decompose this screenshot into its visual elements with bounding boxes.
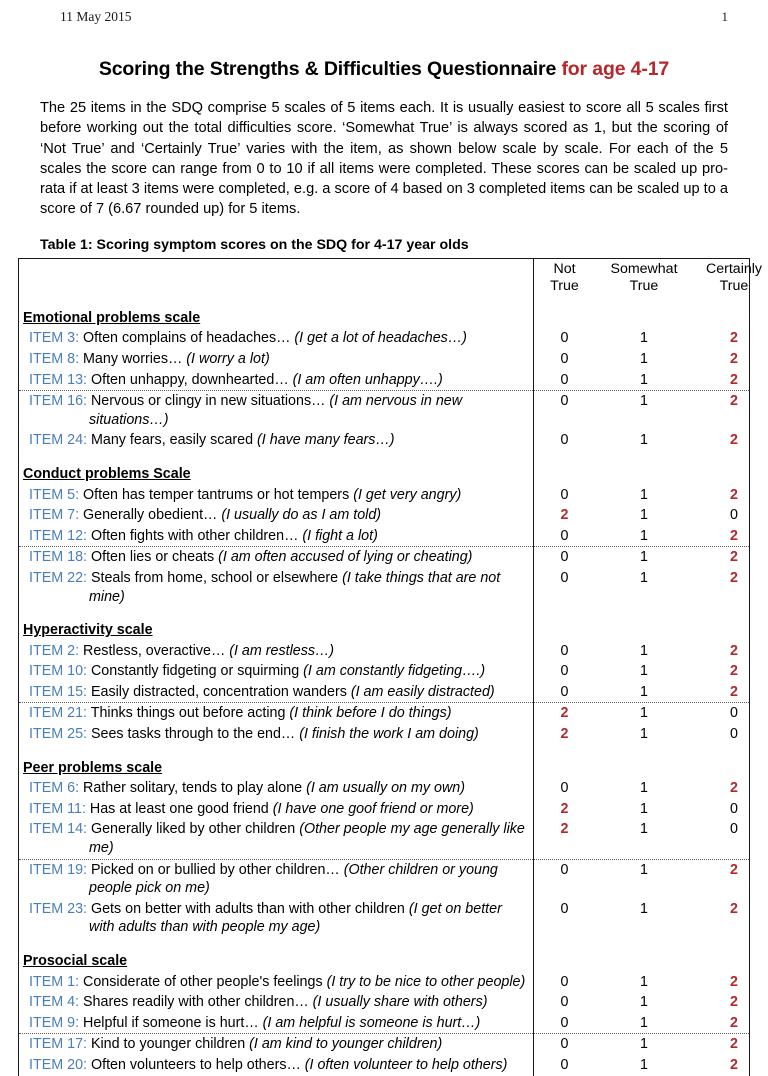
score-value: 0 — [560, 1036, 569, 1053]
table-row — [19, 972, 749, 993]
item-scores — [533, 547, 768, 567]
score-value: 1 — [640, 1056, 648, 1073]
table-row — [19, 430, 749, 451]
score-value: 2 — [560, 507, 569, 524]
item-self-report-text: (I try to be nice to other people) — [326, 973, 526, 990]
item-self-report-text: (I am helpful is someone is hurt…) — [262, 1014, 481, 1031]
item-text: Shares readily with other children… — [79, 994, 313, 1011]
item-text: Has at least one good friend — [85, 800, 273, 817]
item-self-report-text: (I am nervous in new situations…) — [89, 393, 463, 428]
item-self-report-text: (I am constantly fidgeting….) — [303, 663, 486, 680]
table-row — [19, 485, 749, 506]
item-number: ITEM 22: — [29, 569, 87, 586]
item-description — [19, 328, 533, 349]
scale-gap — [19, 451, 749, 458]
item-text: Many fears, easily scared — [87, 432, 258, 449]
score-value: 0 — [560, 973, 569, 990]
table-row — [19, 1013, 749, 1034]
table-row — [19, 641, 749, 662]
page-number: 1 — [721, 9, 728, 24]
item-description — [19, 682, 533, 703]
score-value: 2 — [730, 527, 738, 544]
score-value: 2 — [730, 973, 738, 990]
item-scores — [533, 799, 768, 819]
item-text: Easily distracted, concentration wanders — [87, 683, 351, 700]
title-main: Scoring the Strengths & Difficulties Questionnaire — [98, 58, 562, 80]
table-row — [19, 505, 749, 526]
item-text: Nervous or clingy in new situations… — [87, 393, 330, 410]
item-number: ITEM 6: — [29, 780, 80, 797]
item-description — [19, 641, 533, 662]
score-value: 0 — [730, 705, 738, 722]
item-description — [19, 1034, 533, 1055]
score-value: 2 — [730, 393, 738, 410]
score-value: 2 — [730, 900, 738, 917]
score-value: 1 — [640, 705, 648, 722]
column-header-line1: Not — [553, 260, 576, 277]
score-value: 1 — [640, 800, 648, 817]
score-value: 2 — [560, 800, 569, 817]
score-column-headers — [533, 259, 768, 302]
score-value: 1 — [640, 663, 648, 680]
score-value: 0 — [560, 432, 569, 449]
score-value: 2 — [560, 726, 569, 743]
item-description — [19, 992, 533, 1013]
scale-heading-row — [19, 302, 749, 329]
item-number: ITEM 14: — [29, 821, 87, 838]
item-text: Considerate of other people's feelings — [79, 973, 327, 990]
item-scores — [533, 860, 768, 880]
table-row — [19, 778, 749, 799]
table-caption: Table 1: Scoring symptom scores on the SDQ for 4-17 year olds — [40, 236, 469, 253]
item-self-report-text: (I get a lot of headaches…) — [294, 330, 467, 347]
score-value: 0 — [560, 330, 569, 347]
column-header-line2: True — [550, 278, 579, 295]
scale-heading-scores — [533, 945, 749, 972]
score-value: 0 — [560, 994, 569, 1011]
item-number: ITEM 19: — [29, 861, 87, 878]
item-self-report-text: (I am restless…) — [229, 642, 335, 659]
item-text: Generally obedient… — [79, 507, 222, 524]
item-self-report-text: (I think before I do things) — [289, 705, 452, 722]
item-scores — [533, 641, 768, 661]
score-value: 1 — [640, 821, 648, 838]
table-row — [19, 724, 749, 745]
score-value: 0 — [560, 371, 569, 388]
score-value: 1 — [640, 549, 648, 566]
column-header-somewhat-true — [596, 261, 692, 302]
item-description — [19, 799, 533, 820]
column-header-line1: Somewhat — [610, 260, 678, 277]
item-text: Thinks things out before acting — [87, 705, 290, 722]
score-value: 0 — [560, 780, 569, 797]
item-number: ITEM 7: — [29, 507, 80, 524]
score-value: 0 — [560, 486, 569, 503]
item-text: Restless, overactive… — [79, 642, 230, 659]
item-scores — [533, 349, 768, 369]
item-description — [19, 485, 533, 506]
score-value: 2 — [730, 330, 738, 347]
item-text: Helpful if someone is hurt… — [79, 1014, 263, 1031]
score-value: 0 — [560, 663, 569, 680]
table-row — [19, 992, 749, 1013]
scale-heading-row — [19, 752, 749, 779]
item-number: ITEM 17: — [29, 1036, 87, 1053]
item-scores — [533, 568, 768, 588]
item-description — [19, 860, 533, 899]
score-value: 1 — [640, 973, 648, 990]
table-row — [19, 702, 749, 724]
score-value: 2 — [730, 569, 738, 586]
item-description — [19, 391, 533, 430]
item-description — [19, 349, 533, 370]
score-value: 2 — [730, 1036, 738, 1053]
document-date: 11 May 2015 — [60, 9, 132, 24]
item-number: ITEM 10: — [29, 663, 87, 680]
table-row — [19, 819, 749, 858]
table-row — [19, 1055, 749, 1076]
score-value: 2 — [730, 371, 738, 388]
item-description — [19, 1055, 533, 1076]
item-description — [19, 972, 533, 993]
intro-paragraph: The 25 items in the SDQ comprise 5 scales of 5 items each. It is usually easiest to score all 5 scales first before working out the total difficulties score. ‘Somewhat True’ is always scored as 1, but the scoring of ‘Not True’ and ‘Certainly True’ varies with the item, as shown below scale by scale. For each of the 5 scales the score can range from 0 to 10 if all items were completed. These scores can be scaled up pro-rata if at least 3 items were completed, e.g. a score of 4 based on 3 completed items can be scaled up to a score of 7 (6.67 rounded up) for 5 items. — [40, 100, 728, 218]
scale-heading-row — [19, 458, 749, 485]
score-value: 1 — [640, 1014, 648, 1031]
item-number: ITEM 12: — [29, 527, 87, 544]
column-header-certainly-true — [692, 261, 768, 302]
item-scores — [533, 972, 768, 992]
item-description — [19, 430, 533, 451]
score-value: 1 — [640, 330, 648, 347]
page-title — [18, 58, 750, 81]
score-value: 2 — [730, 1056, 738, 1073]
item-description — [19, 724, 533, 745]
column-header-line2: True — [629, 278, 659, 295]
score-value: 1 — [640, 350, 648, 367]
item-number: ITEM 24: — [29, 432, 87, 449]
score-value: 1 — [640, 432, 648, 449]
score-value: 0 — [730, 726, 738, 743]
item-text: Often lies or cheats — [87, 549, 219, 566]
item-scores — [533, 899, 768, 919]
score-value: 0 — [560, 683, 569, 700]
score-value: 1 — [640, 780, 648, 797]
column-header-line1: Certainly — [706, 260, 762, 277]
item-description — [19, 568, 533, 607]
item-scores — [533, 819, 768, 839]
item-number: ITEM 20: — [29, 1056, 87, 1073]
score-value: 1 — [640, 683, 648, 700]
score-value: 0 — [730, 800, 738, 817]
score-value: 1 — [640, 994, 648, 1011]
item-text: Many worries… — [79, 350, 187, 367]
table-row — [19, 799, 749, 820]
item-text: Rather solitary, tends to play alone — [79, 780, 307, 797]
score-value: 0 — [560, 350, 569, 367]
item-self-report-text: (I usually share with others) — [312, 994, 488, 1011]
scale-heading-scores — [533, 614, 749, 641]
score-value: 1 — [640, 527, 648, 544]
scale-gap — [19, 745, 749, 752]
score-value: 1 — [640, 861, 648, 878]
title-accent: for age 4-17 — [561, 58, 670, 80]
item-description — [19, 703, 533, 724]
score-value: 2 — [730, 861, 738, 878]
table-body — [19, 302, 749, 1076]
score-value: 2 — [730, 994, 738, 1011]
item-scores — [533, 526, 768, 546]
score-value: 1 — [640, 371, 648, 388]
table-row — [19, 349, 749, 370]
score-value: 0 — [560, 569, 569, 586]
item-scores — [533, 328, 768, 348]
item-self-report-text: (I get very angry) — [353, 486, 462, 503]
scale-heading: Conduct problems Scale — [23, 465, 191, 482]
item-self-report-text: (Other children or young people pick on me) — [89, 861, 498, 897]
scale-heading-scores — [533, 458, 749, 485]
header-spacer — [19, 259, 533, 302]
score-value: 0 — [560, 900, 569, 917]
item-number: ITEM 9: — [29, 1014, 80, 1031]
score-value: 1 — [640, 507, 648, 524]
item-number: ITEM 15: — [29, 683, 87, 700]
item-self-report-text: (I usually do as I am told) — [221, 507, 382, 524]
table-row — [19, 328, 749, 349]
scale-gap — [19, 607, 749, 614]
score-value: 0 — [560, 1014, 569, 1031]
score-value: 2 — [730, 432, 738, 449]
item-number: ITEM 11: — [29, 800, 86, 817]
score-value: 1 — [640, 726, 648, 743]
item-description — [19, 819, 533, 858]
item-self-report-text: (I am often unhappy….) — [292, 371, 443, 388]
table-row — [19, 859, 749, 899]
table-row — [19, 661, 749, 682]
item-number: ITEM 4: — [29, 994, 80, 1011]
item-description — [19, 899, 533, 938]
item-self-report-text: (I have many fears…) — [257, 432, 395, 449]
item-scores — [533, 724, 768, 744]
item-scores — [533, 370, 768, 390]
item-number: ITEM 5: — [29, 486, 80, 503]
table-row — [19, 390, 749, 430]
table-row — [19, 546, 749, 568]
item-text: Generally liked by other children — [87, 821, 300, 838]
item-scores — [533, 1013, 768, 1033]
item-description — [19, 505, 533, 526]
item-number: ITEM 21: — [29, 705, 87, 722]
item-text: Constantly fidgeting or squirming — [87, 663, 304, 680]
score-value: 0 — [560, 1056, 569, 1073]
score-value: 1 — [640, 1036, 648, 1053]
score-value: 2 — [560, 821, 569, 838]
item-text: Picked on or bullied by other children… — [87, 861, 344, 878]
item-number: ITEM 25: — [29, 726, 87, 743]
score-value: 1 — [640, 486, 648, 503]
item-self-report-text: (I am easily distracted) — [350, 683, 495, 700]
item-self-report-text: (I take things that are not mine) — [89, 569, 501, 605]
table-row — [19, 899, 749, 938]
item-number: ITEM 8: — [29, 350, 80, 367]
score-value: 0 — [560, 642, 569, 659]
item-text: Often unhappy, downhearted… — [87, 371, 293, 388]
item-self-report-text: (I fight a lot) — [302, 527, 378, 544]
column-divider — [533, 259, 534, 1076]
item-scores — [533, 391, 768, 411]
item-scores — [533, 703, 768, 723]
item-self-report-text: (I am often accused of lying or cheating) — [218, 549, 473, 566]
item-text: Often has temper tantrums or hot tempers — [79, 486, 354, 503]
scale-heading-row — [19, 614, 749, 641]
score-value: 2 — [730, 549, 738, 566]
table-header-row — [19, 259, 762, 302]
scoring-table — [18, 258, 762, 1076]
score-value: 0 — [560, 393, 569, 410]
item-text: Sees tasks through to the end… — [87, 726, 300, 743]
item-text: Often volunteers to help others… — [87, 1056, 305, 1073]
item-scores — [533, 992, 768, 1012]
item-number: ITEM 18: — [29, 549, 87, 566]
item-number: ITEM 23: — [29, 900, 87, 917]
score-value: 2 — [730, 663, 738, 680]
item-self-report-text: (I worry a lot) — [186, 350, 270, 367]
running-head — [18, 0, 750, 25]
item-self-report-text: (I finish the work I am doing) — [299, 726, 479, 743]
item-number: ITEM 16: — [29, 393, 87, 410]
score-value: 2 — [730, 683, 738, 700]
item-self-report-text: (Other people my age generally like me) — [89, 821, 525, 857]
item-text: Often complains of headaches… — [79, 330, 295, 347]
score-value: 2 — [730, 486, 738, 503]
score-value: 2 — [730, 780, 738, 797]
item-scores — [533, 505, 768, 525]
item-description — [19, 547, 533, 568]
item-scores — [533, 778, 768, 798]
item-self-report-text: (I get on better with adults than with people my age) — [89, 900, 502, 936]
score-value: 0 — [560, 527, 569, 544]
table-row — [19, 568, 749, 607]
score-value: 1 — [640, 569, 648, 586]
score-value: 1 — [640, 642, 648, 659]
item-self-report-text: (I often volunteer to help others) — [304, 1056, 508, 1073]
item-number: ITEM 3: — [29, 330, 80, 347]
score-value: 0 — [560, 861, 569, 878]
table-row — [19, 1033, 749, 1055]
item-description — [19, 370, 533, 391]
item-scores — [533, 661, 768, 681]
score-value: 1 — [640, 900, 648, 917]
table-row — [19, 370, 749, 391]
table-row — [19, 682, 749, 703]
scale-heading: Emotional problems scale — [23, 309, 201, 326]
item-text: Gets on better with adults than with other children — [87, 900, 409, 917]
score-value: 0 — [730, 507, 738, 524]
scale-gap — [19, 938, 749, 945]
item-self-report-text: (I have one goof friend or more) — [272, 800, 474, 817]
item-scores — [533, 682, 768, 702]
item-scores — [533, 485, 768, 505]
score-value: 0 — [560, 549, 569, 566]
item-scores — [533, 1034, 768, 1054]
table-row — [19, 526, 749, 547]
scale-heading-scores — [533, 302, 749, 329]
score-value: 2 — [730, 1014, 738, 1031]
item-description — [19, 661, 533, 682]
item-description — [19, 526, 533, 547]
scale-heading-row — [19, 945, 749, 972]
score-value: 1 — [640, 393, 648, 410]
item-self-report-text: (I am usually on my own) — [306, 780, 465, 797]
score-value: 2 — [730, 642, 738, 659]
item-text: Steals from home, school or elsewhere — [87, 569, 343, 586]
scale-heading: Peer problems scale — [23, 759, 163, 776]
item-number: ITEM 2: — [29, 642, 80, 659]
scale-heading: Hyperactivity scale — [23, 622, 153, 639]
item-scores — [533, 430, 768, 450]
column-header-line2: True — [719, 278, 749, 295]
scale-heading-scores — [533, 752, 749, 779]
item-number: ITEM 13: — [29, 371, 87, 388]
item-text: Often fights with other children… — [87, 527, 303, 544]
item-self-report-text: (I am kind to younger children) — [249, 1036, 443, 1053]
column-header-not-true — [533, 261, 596, 302]
score-value: 2 — [730, 350, 738, 367]
score-value: 2 — [560, 705, 569, 722]
score-value: 0 — [730, 821, 738, 838]
item-scores — [533, 1055, 768, 1075]
item-description — [19, 1013, 533, 1034]
item-number: ITEM 1: — [29, 973, 80, 990]
scale-heading: Prosocial scale — [23, 953, 128, 969]
item-description — [19, 778, 533, 799]
item-text: Kind to younger children — [87, 1036, 250, 1053]
